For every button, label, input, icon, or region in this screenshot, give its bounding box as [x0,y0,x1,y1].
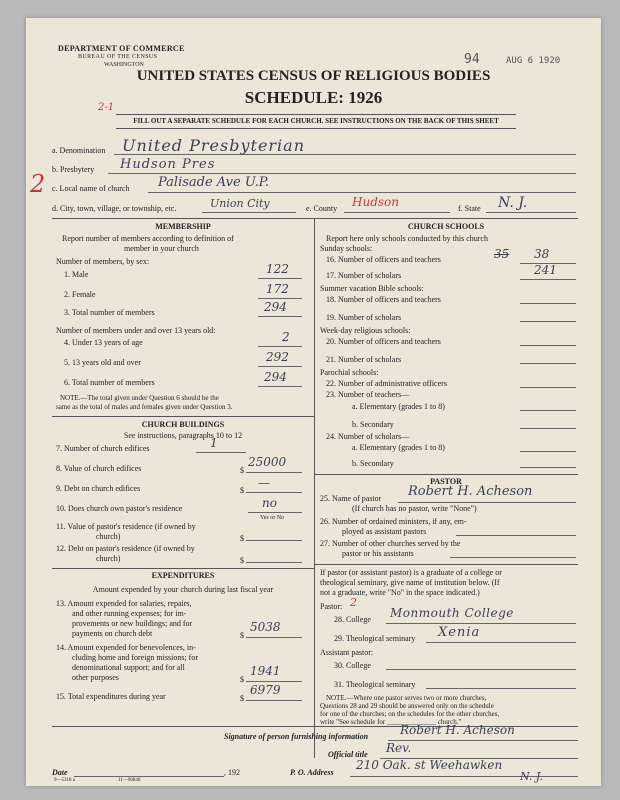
pastor-red-mark: 2 [350,596,357,609]
q26-label-2: ployed as assistant pastors [342,527,427,536]
q27-label-1: 27. Number of other churches served by the [320,539,461,548]
graduate-rule [314,564,578,565]
expenditures-heading: EXPENDITURES [151,571,215,580]
state-label: f. State [458,204,481,213]
q13-label-2: and other running expenses; for im- [72,609,187,618]
q12-line [246,562,302,563]
local-name-label: c. Local name of church [52,184,130,193]
q13-line [246,637,302,638]
membership-heading: MEMBERSHIP [155,222,211,231]
summer-schools-label: Summer vacation Bible schools: [320,284,424,293]
q28-label: 28. College [334,615,371,624]
stamp-date: AUG 6 1920 [506,56,561,66]
q24-label: 24. Number of scholars— [326,432,410,441]
q17-value: 241 [534,263,557,277]
q2-label: 2. Female [64,290,96,299]
q11-label-2: church) [96,532,121,541]
q4-value: 2 [282,330,290,344]
q24b-line [520,467,576,468]
county-label: e. County [306,204,338,213]
q12-label-1: 12. Debt on pastor's residence (if owned by [56,544,195,553]
pastor-sub-label: Pastor: [320,602,343,611]
q18-line [520,303,576,304]
q20-label: 20. Number of officers and teachers [326,337,441,346]
official-title-label: Official title [328,750,368,759]
date-line [74,776,224,777]
q15-dollar: $ [240,694,244,703]
signature-line [388,740,578,741]
q14-label-2: cluding home and foreign missions; for [72,653,198,662]
membership-intro-1: Report number of members according to definition of [62,234,234,243]
q22-line [520,387,576,388]
q9-value: — [258,476,270,490]
q27-label-2: pastor or his assistants [342,549,414,558]
county-line [344,212,450,213]
q14-label-4: other purposes [72,673,119,682]
schedule-title: SCHEDULE: 1926 [244,88,383,107]
county-value: Hudson [352,195,399,209]
address-line [350,776,578,777]
q2-line [258,298,302,299]
local-name-value: Palisade Ave U.P. [158,175,269,190]
q23b-line [520,428,576,429]
q19-label: 19. Number of scholars [326,313,402,322]
q16-struck-value: 35 [494,247,510,261]
date-label: Date [52,768,68,777]
q10-line [248,512,302,513]
q16-label: 16. Number of officers and teachers [326,255,441,264]
q14-value: 1941 [250,664,281,678]
red-mark: 2-1 [98,102,115,113]
q22-label: 22. Number of administrative officers [326,379,447,388]
header-rule-bottom [116,128,516,129]
q26-line [456,535,576,536]
graduate-text-2: theological seminary, give name of institution below. (If [320,578,500,587]
q31-line [426,688,576,689]
q6-label: 6. Total number of members [64,378,155,387]
q3-line [258,316,302,317]
q27-line [450,557,576,558]
q6-line [258,386,302,387]
margin-mark: 2 [30,170,46,198]
q5-label: 5. 13 years old and over [64,358,141,367]
q13-value: 5038 [250,620,281,634]
buildings-rule [52,416,314,417]
q3-label: 3. Total number of members [64,308,155,317]
q1-label: 1. Male [64,270,89,279]
q25-line [398,502,576,503]
denomination-label: a. Denomination [52,146,106,155]
q13-label-1: 13. Amount expended for salaries, repairs, [56,599,192,608]
print-number: 11—96846 [118,778,141,783]
form-instruction: FILL OUT A SEPARATE SCHEDULE FOR EACH CHURCH. SEE INSTRUCTIONS ON THE BACK OF THIS SHEET [133,117,499,125]
sex-label: Number of members, by sex: [56,257,150,266]
signature-label: Signature of person furnishing information [224,732,369,741]
q26-label-1: 26. Number of ordained ministers, if any, em- [320,517,467,526]
bureau-name: BUREAU OF THE CENSUS [78,54,158,60]
denomination-value: United Presbyterian [122,136,306,155]
q19-line [520,321,576,322]
q23-label: 23. Number of teachers— [326,390,410,399]
q21-label: 21. Number of scholars [326,355,402,364]
presbytery-value: Hudson Pres [120,157,216,172]
q17-line [520,279,576,280]
q12-label-2: church) [96,554,121,563]
sunday-schools-label: Sunday schools: [320,244,373,253]
graduate-text-1: If pastor (or assistant pastor) is a graduate of a college or [320,568,502,577]
q25-value: Robert H. Acheson [408,484,533,499]
pastor-note-2: Questions 28 and 29 should be answered only on the schedule [320,702,494,710]
q4-line [258,346,302,347]
q10-value: no [262,496,277,510]
q3-value: 294 [264,300,287,314]
q15-line [246,700,302,701]
membership-note-2: same as the total of males and females given under Question 3. [56,403,233,411]
q6-value: 294 [264,370,287,384]
state-value: N. J. [498,195,528,211]
department-name: DEPARTMENT OF COMMERCE [58,44,185,53]
q13-label-3: provements or new buildings; and for [72,619,193,628]
q10-label: 10. Does church own pastor's residence [56,504,183,513]
q23a-label: a. Elementary (grades 1 to 8) [352,402,445,411]
pastor-heading: PASTOR [430,477,462,486]
q1-line [258,278,302,279]
q13-label-4: payments on church debt [72,629,153,638]
signature-value: Robert H. Acheson [400,723,515,737]
q23a-line [520,410,576,411]
q2-value: 172 [266,282,289,296]
q9-line [246,492,302,493]
schools-intro: Report here only schools conducted by this church [326,234,488,243]
q7-line [196,452,246,453]
stamp-number: 94 [464,52,480,67]
q30-line [386,669,576,670]
state-line [486,212,576,213]
q12-dollar: $ [240,556,244,565]
date-year: , 192 [224,768,240,777]
q14-label-1: 14. Amount expended for benevolences, in- [56,643,196,652]
q9-label: 9. Debt on church edifices [56,484,141,493]
q31-label: 31. Theological seminary [334,680,416,689]
q24b-label: b. Secondary [352,459,394,468]
q8-dollar: $ [240,466,244,475]
header-rule-top [116,114,516,115]
q8-label: 8. Value of church edifices [56,464,142,473]
q29-label: 29. Theological seminary [334,634,416,643]
q25-note: (If church has no pastor, write "None") [352,504,477,513]
q9-dollar: $ [240,486,244,495]
form-number: 9—5318 a [54,778,75,783]
weekday-schools-label: Week-day religious schools: [320,326,411,335]
q28-line [386,623,576,624]
yes-no-caption: Yes or No [260,515,285,521]
age-label: Number of members under and over 13 years old: [56,326,216,335]
pastor-note-3: for one of the churches; on the schedules for the other churches, [320,710,500,718]
q24a-line [520,451,576,452]
q5-value: 292 [266,350,289,364]
parochial-schools-label: Parochial schools: [320,368,379,377]
graduate-text-3: not a graduate, write "No" in the space indicated.) [320,588,480,597]
q13-dollar: $ [240,631,244,640]
assistant-pastor-label: Assistant pastor: [320,648,374,657]
q7-value: 1 [210,436,218,450]
presbytery-line [108,173,576,174]
q11-line [246,540,302,541]
q29-value: Xenia [438,625,481,640]
grid-top-rule [52,218,578,219]
bureau-city: WASHINGTON [104,62,144,68]
city-value: Union City [210,197,270,210]
pastor-note-4: write "See schedule for ______________ church." [320,718,462,726]
q16-value: 38 [534,247,550,261]
q30-label: 30. College [334,661,371,670]
pastor-note-1: NOTE.—Where one pastor serves two or more churches, [326,694,487,702]
q8-value: 25000 [248,455,287,469]
city-label: d. City, town, village, or township, etc. [52,204,177,213]
grid-center-rule [314,218,315,758]
q15-value: 6979 [250,683,281,697]
local-name-line [148,192,576,193]
q18-label: 18. Number of officers and teachers [326,295,441,304]
city-line [202,212,296,213]
q14-dollar: $ [240,675,244,684]
address-value: 210 Oak. st Weehawken [356,758,503,772]
q15-label: 15. Total expenditures during year [56,692,166,701]
q14-line [246,681,302,682]
buildings-heading: CHURCH BUILDINGS [141,420,225,429]
q24a-label: a. Elementary (grades 1 to 8) [352,443,445,452]
address-value-2: N. J. [520,770,543,783]
schools-heading: CHURCH SCHOOLS [407,222,485,231]
q1-value: 122 [266,262,289,276]
q28-value: Monmouth College [390,606,514,620]
q20-line [520,345,576,346]
q23b-label: b. Secondary [352,420,394,429]
q8-line [246,472,302,473]
expenditures-intro: Amount expended by your church during last fiscal year [92,585,274,594]
q14-label-3: denominational support; and for all [72,663,185,672]
pastor-rule [314,474,578,475]
q25-label: 25. Name of pastor [320,494,382,503]
q29-line [426,642,576,643]
q11-dollar: $ [240,534,244,543]
q11-label-1: 11. Value of pastor's residence (if owned by [56,522,196,531]
membership-intro-2: member in your church [124,244,199,253]
presbytery-label: b. Presbytery [52,165,95,174]
expenditures-rule [52,568,314,569]
q4-label: 4. Under 13 years of age [64,338,143,347]
buildings-intro: See instructions, paragraphs 10 to 12 [123,431,243,440]
address-label: P. O. Address [290,768,334,777]
q7-label: 7. Number of church edifices [56,444,150,453]
q5-line [258,366,302,367]
form-title: UNITED STATES CENSUS OF RELIGIOUS BODIES [136,68,491,84]
official-title-value: Rev. [386,741,412,755]
membership-note-1: NOTE.—The total given under Question 6 should be the [60,394,219,402]
q21-line [520,363,576,364]
q17-label: 17. Number of scholars [326,271,402,280]
census-schedule-sheet [26,18,601,786]
